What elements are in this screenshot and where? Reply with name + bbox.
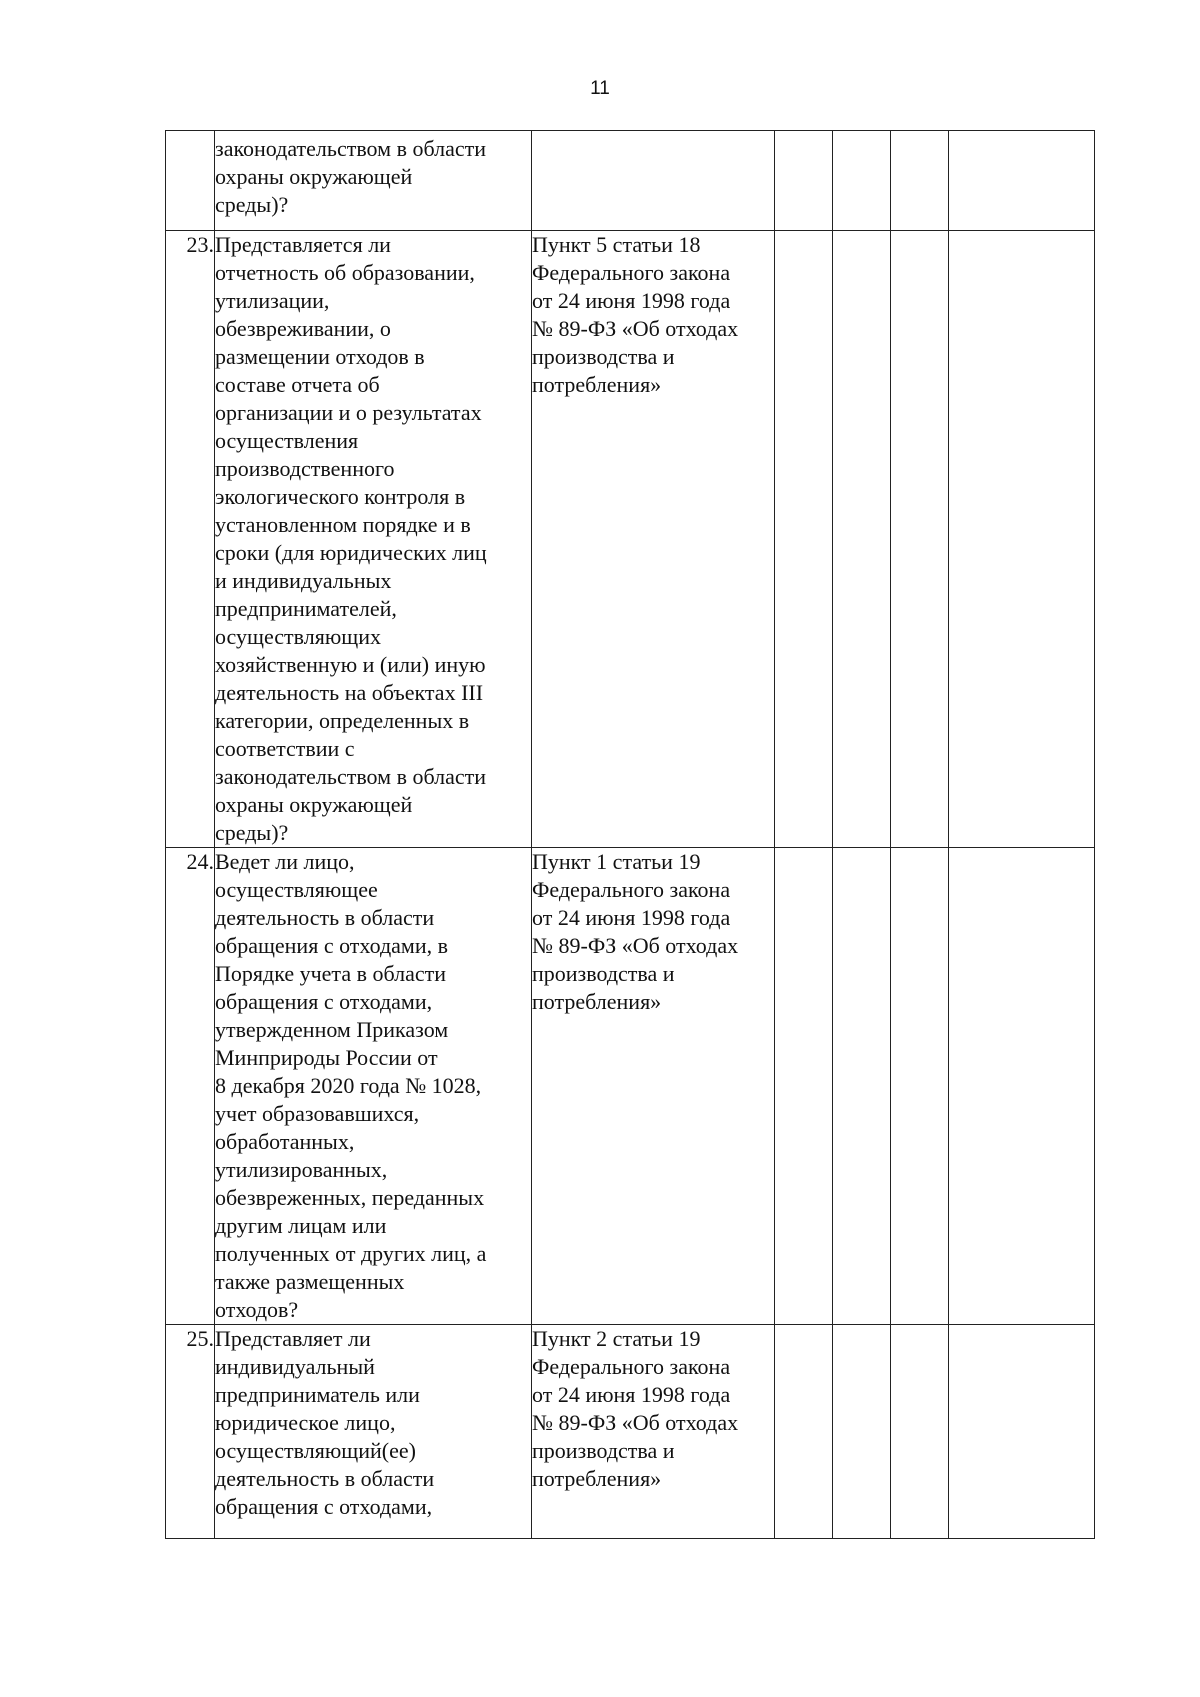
checklist-row — [166, 1325, 1095, 1539]
reference-line: Пункт 2 статьи 19 — [532, 1326, 701, 1351]
legal-reference-cell — [532, 231, 775, 848]
question-line: 8 декабря 2020 года № 1028, — [215, 1073, 482, 1098]
question-line: предприниматель или — [215, 1382, 420, 1407]
checklist-row — [166, 131, 1095, 231]
row-number: 24. — [166, 848, 215, 1325]
answer-no-cell — [833, 131, 891, 231]
reference-line: производства и — [532, 1438, 675, 1463]
question-line: отходов? — [215, 1297, 299, 1322]
question-line: также размещенных — [215, 1269, 405, 1294]
question-line: установленном порядке и в — [215, 512, 471, 537]
question-line: размещении отходов в — [215, 344, 425, 369]
checklist-table — [165, 130, 1095, 1539]
question-line: индивидуальный — [215, 1354, 375, 1379]
reference-line: Пункт 1 статьи 19 — [532, 849, 701, 874]
reference-line: от 24 июня 1998 года — [532, 905, 731, 930]
question-line: обезвреживании, о — [215, 316, 391, 341]
question-line: категории, определенных в — [215, 708, 470, 733]
question-line: обращения с отходами, в — [215, 933, 448, 958]
answer-na-cell — [891, 131, 949, 231]
question-line: осуществляющее — [215, 877, 378, 902]
reference-line: потребления» — [532, 989, 662, 1014]
question-line: деятельность в области — [215, 905, 435, 930]
row-number: 23. — [166, 231, 215, 848]
question-line: Ведет ли лицо, — [215, 849, 355, 874]
reference-line: Федерального закона — [532, 260, 731, 285]
question-line: учет образовавшихся, — [215, 1101, 420, 1126]
answer-yes-cell — [775, 1325, 833, 1539]
question-cell — [215, 131, 532, 231]
notes-cell — [949, 848, 1095, 1325]
answer-na-cell — [891, 848, 949, 1325]
question-line: Представляет ли — [215, 1326, 371, 1351]
answer-yes-cell — [775, 848, 833, 1325]
checklist-row — [166, 231, 1095, 848]
question-line: Представляется ли — [215, 232, 391, 257]
question-line: соответствии с — [215, 736, 355, 761]
question-line: утилизированных, — [215, 1157, 388, 1182]
question-line: полученных от других лиц, а — [215, 1241, 487, 1266]
question-line: утилизации, — [215, 288, 330, 313]
reference-line: от 24 июня 1998 года — [532, 288, 731, 313]
notes-cell — [949, 231, 1095, 848]
answer-na-cell — [891, 1325, 949, 1539]
answer-yes-cell — [775, 131, 833, 231]
question-cell — [215, 848, 532, 1325]
reference-line: Федерального закона — [532, 1354, 731, 1379]
reference-line: от 24 июня 1998 года — [532, 1382, 731, 1407]
question-line: обезвреженных, переданных — [215, 1185, 485, 1210]
question-line: утвержденном Приказом — [215, 1017, 449, 1042]
legal-reference-cell — [532, 848, 775, 1325]
answer-no-cell — [833, 231, 891, 848]
question-line: и индивидуальных — [215, 568, 392, 593]
question-line: Минприроды России от — [215, 1045, 438, 1070]
legal-reference-cell — [532, 1325, 775, 1539]
question-line: законодательством в области — [215, 136, 486, 161]
question-line: обработанных, — [215, 1129, 355, 1154]
answer-na-cell — [891, 231, 949, 848]
page-number: 11 — [590, 78, 610, 99]
reference-line: производства и — [532, 961, 675, 986]
answer-yes-cell — [775, 231, 833, 848]
reference-line: производства и — [532, 344, 675, 369]
question-line: обращения с отходами, — [215, 989, 433, 1014]
question-line: деятельность в области — [215, 1466, 435, 1491]
question-cell — [215, 1325, 532, 1539]
question-line: хозяйственную и (или) иную — [215, 652, 486, 677]
question-line: обращения с отходами, — [215, 1494, 433, 1519]
checklist-body — [166, 131, 1095, 1539]
question-line: осуществляющих — [215, 624, 381, 649]
question-line: производственного — [215, 456, 395, 481]
question-cell — [215, 231, 532, 848]
question-line: юридическое лицо, — [215, 1410, 396, 1435]
notes-cell — [949, 131, 1095, 231]
question-line: деятельность на объектах III — [215, 680, 484, 705]
question-line: предпринимателей, — [215, 596, 397, 621]
question-line: другим лицам или — [215, 1213, 387, 1238]
question-line: экологического контроля в — [215, 484, 466, 509]
question-line: осуществления — [215, 428, 359, 453]
question-line: Порядке учета в области — [215, 961, 447, 986]
legal-reference-cell — [532, 131, 775, 231]
answer-no-cell — [833, 1325, 891, 1539]
reference-line: потребления» — [532, 372, 662, 397]
question-line: осуществляющий(ее) — [215, 1438, 416, 1463]
reference-line: № 89-ФЗ «Об отходах — [532, 316, 739, 341]
question-line: среды)? — [215, 192, 289, 217]
question-line: организации и о результатах — [215, 400, 482, 425]
reference-line: № 89-ФЗ «Об отходах — [532, 933, 739, 958]
reference-line: № 89-ФЗ «Об отходах — [532, 1410, 739, 1435]
notes-cell — [949, 1325, 1095, 1539]
reference-line: Пункт 5 статьи 18 — [532, 232, 701, 257]
question-line: сроки (для юридических лиц — [215, 540, 487, 565]
reference-line: потребления» — [532, 1466, 662, 1491]
reference-line: Федерального закона — [532, 877, 731, 902]
row-number — [166, 131, 215, 231]
question-line: законодательством в области — [215, 764, 486, 789]
question-line: отчетность об образовании, — [215, 260, 475, 285]
answer-no-cell — [833, 848, 891, 1325]
question-line: охраны окружающей — [215, 792, 413, 817]
checklist-row — [166, 848, 1095, 1325]
question-line: охраны окружающей — [215, 164, 413, 189]
question-line: среды)? — [215, 820, 289, 845]
question-line: составе отчета об — [215, 372, 380, 397]
row-number: 25. — [166, 1325, 215, 1539]
